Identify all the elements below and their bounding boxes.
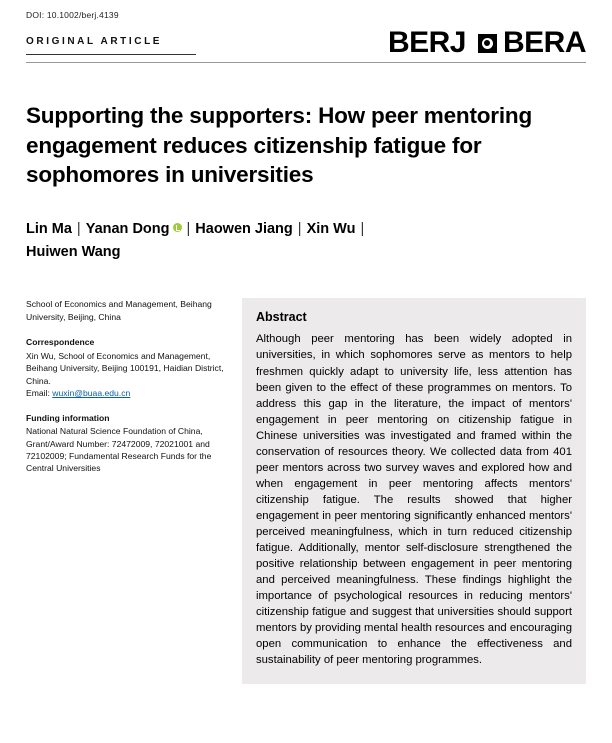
- author-separator: |: [186, 221, 191, 238]
- article-type-underline: [26, 54, 196, 55]
- header-divider: [26, 62, 586, 63]
- journal-branding: [388, 26, 586, 60]
- abstract-panel: [242, 298, 586, 684]
- author-separator: |: [76, 221, 81, 238]
- article-body: [26, 298, 586, 684]
- page-title: Supporting the supporters: How peer mentoring engagement reduces citizenship fatigue for sophomores in universities: [26, 103, 533, 188]
- affiliation-text: School of Economics and Management, Beihang University, Beijing, China: [26, 299, 212, 322]
- society-logo-text: BERA: [502, 26, 586, 59]
- email-link[interactable]: wuxin@buaa.edu.cn: [52, 388, 131, 399]
- correspondence-text: Xin Wu, School of Economics and Management, Beihang University, Beijing 100191, Haidian District, China.: [26, 350, 224, 386]
- article-type-label: ORIGINAL ARTICLE: [26, 36, 163, 47]
- funding-heading: Funding information: [26, 412, 110, 423]
- author-name[interactable]: Lin Ma: [26, 221, 72, 238]
- journal-logo-berj: BERJ: [387, 26, 466, 59]
- abstract-text: Although peer mentoring has been widely adopted in universities, in which sophomores serve as mentors to help freshmen quickly adapt to university life, less attention has been given to the effect of these programmes on mentors. To address this gap in the literature, the impact of mentors' engagement in peer mentoring on citizenship fatigue in Chinese universities was investigated and framed within the conservation of resources theory. We collected data from 401 peer mentors across two survey waves and explored how and when engagement in peer mentoring affects mentors' citizenship fatigue. The results showed that higher engagement in peer mentoring significantly enhanced mentors' perceived meaningfulness, which in turn reduced citizenship fatigue. Additionally, mentor self-disclosure strengthened the positive relationship between engagement in peer mentoring and perceived meaningfulness. These findings highlight the importance of psychological resources in reducing mentors' citizenship fatigue and suggest that universities should support mentors by providing mental health resources and encouraging open communication to enhance the effectiveness and sustainability of peer mentoring programmes.: [256, 333, 572, 667]
- doi-line: DOI: 10.1002/berj.4139: [26, 10, 119, 20]
- author-name[interactable]: Xin Wu: [306, 221, 356, 238]
- society-logo-bera: [478, 26, 586, 60]
- author-separator: |: [360, 221, 365, 238]
- author-name[interactable]: Huiwen Wang: [26, 244, 121, 261]
- article-type-block: [26, 36, 196, 55]
- author-name[interactable]: Haowen Jiang: [195, 221, 293, 238]
- bera-circle-logo-icon: [478, 34, 497, 53]
- funding-block: [26, 412, 224, 475]
- abstract-heading: Abstract: [256, 310, 307, 325]
- correspondence-heading: Correspondence: [26, 337, 95, 348]
- metadata-column: [26, 298, 224, 684]
- email-label: Email:: [26, 388, 50, 399]
- article-header: [26, 26, 586, 60]
- author-list: [26, 218, 586, 264]
- author-name[interactable]: Yanan Dong: [85, 221, 170, 238]
- author-separator: |: [297, 221, 302, 238]
- orcid-icon[interactable]: [173, 223, 182, 232]
- funding-text: National Natural Science Foundation of China, Grant/Award Number: 72472009, 72021001 and 72102009; Fundamental Research Funds for the Central Universities: [26, 426, 212, 474]
- correspondence-block: [26, 336, 224, 399]
- correspondence-email-line: [26, 387, 224, 399]
